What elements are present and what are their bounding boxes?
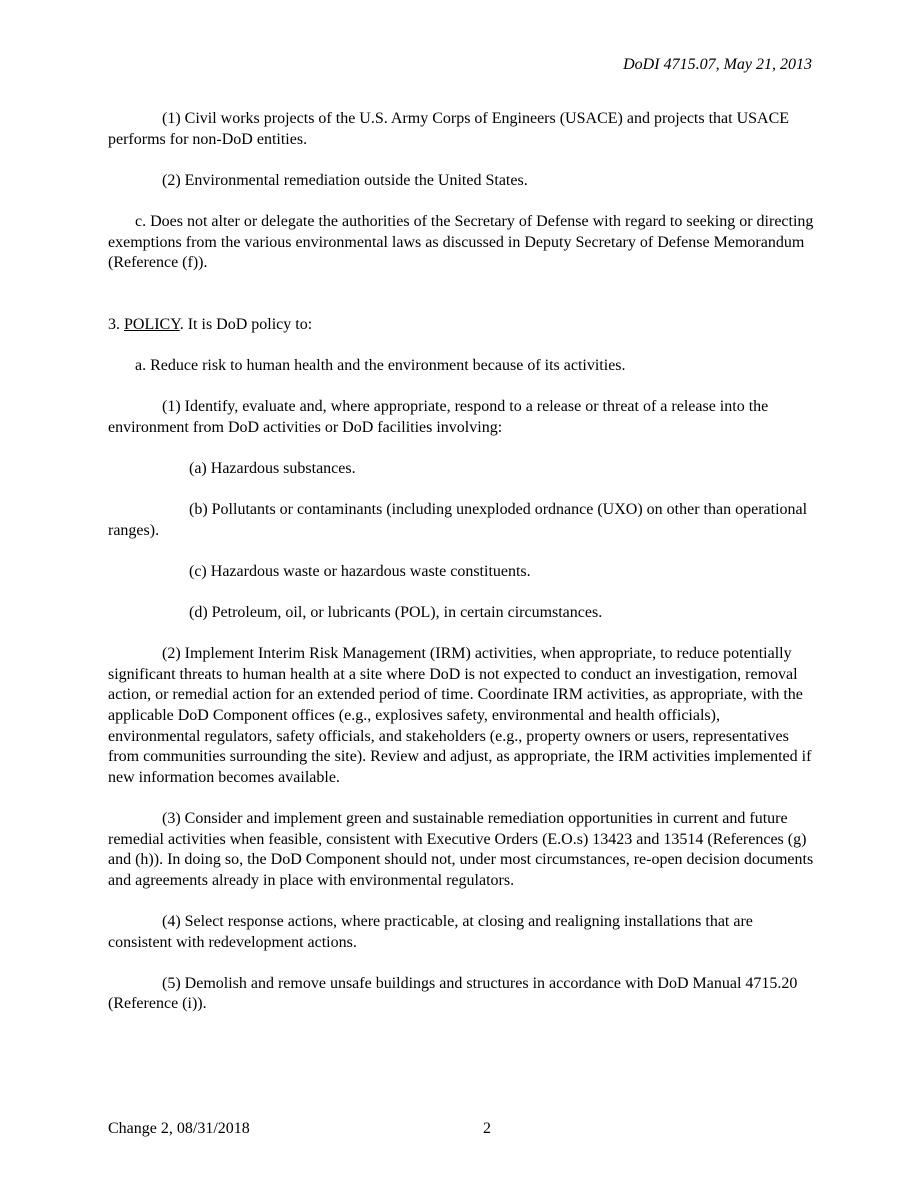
paragraph-b-1: (1) Civil works projects of the U.S. Army Corps of Engineers (USACE) and projects that USACE performs for non-DoD entities. bbox=[108, 110, 790, 148]
paragraph-3a-1-c: (c) Hazardous waste or hazardous waste constituents. bbox=[189, 562, 531, 580]
section-3-intro: . It is DoD policy to: bbox=[179, 315, 313, 333]
paragraph-3a-4: (4) Select response actions, where practicable, at closing and realigning installations that are consistent with redevelopment actions. bbox=[108, 912, 753, 951]
document-body bbox=[108, 109, 814, 1036]
paragraph-3a-5: (5) Demolish and remove unsafe buildings and structures in accordance with DoD Manual 4715.20 (Reference (i)). bbox=[108, 974, 798, 1013]
change-note: Change 2, 08/31/2018 bbox=[108, 1120, 250, 1137]
page-number: 2 bbox=[483, 1120, 491, 1137]
paragraph-3a: a. Reduce risk to human health and the environment because of its activities. bbox=[135, 356, 626, 374]
paragraph-3a-2: (2) Implement Interim Risk Management (IRM) activities, when appropriate, to reduce potentially significant threats to human health at a site where DoD is not expected to conduct an investigation, removal action, or remedial action for an extended period of time. Coordinate IRM activities, as appropriate, with the applicable DoD Component offices (e.g., explosives safety, environmental and health officials), environmental regulators, safety officials, and stakeholders (e.g., property owners or users, representatives from communities surrounding the site). Review and adjust, as appropriate, the IRM activities implemented if new information becomes available. bbox=[108, 645, 812, 786]
section-3-number: 3. bbox=[108, 315, 124, 333]
paragraph-3a-1: (1) Identify, evaluate and, where appropriate, respond to a release or threat of a release into the environment from DoD activities or DoD facilities involving: bbox=[108, 398, 769, 436]
paragraph-b-2: (2) Environmental remediation outside the United States. bbox=[162, 171, 528, 189]
section-3-title: POLICY bbox=[124, 315, 180, 333]
paragraph-3a-1-d: (d) Petroleum, oil, or lubricants (POL), in certain circumstances. bbox=[189, 604, 603, 622]
paragraph-3a-3: (3) Consider and implement green and sustainable remediation opportunities in current and future remedial activities when feasible, consistent with Executive Orders (E.O.s) 13423 and 13514 (References (g) and (h)). In doing so, the DoD Component should not, under most circumstances, re-open decision documents and agreements already in place with environmental regulators. bbox=[108, 810, 814, 889]
section-3-heading bbox=[108, 315, 814, 336]
paragraph-3a-1-a: (a) Hazardous substances. bbox=[189, 459, 356, 477]
paragraph-3a-1-b: (b) Pollutants or contaminants (including unexploded ordnance (UXO) on other than operational ranges). bbox=[108, 501, 808, 539]
paragraph-c: c. Does not alter or delegate the authorities of the Secretary of Defense with regard to seeking or directing exemptions from the various environmental laws as discussed in Deputy Secretary of Defense Memorandum (Reference (f)). bbox=[108, 212, 814, 272]
running-header: DoDI 4715.07, May 21, 2013 bbox=[623, 56, 812, 73]
